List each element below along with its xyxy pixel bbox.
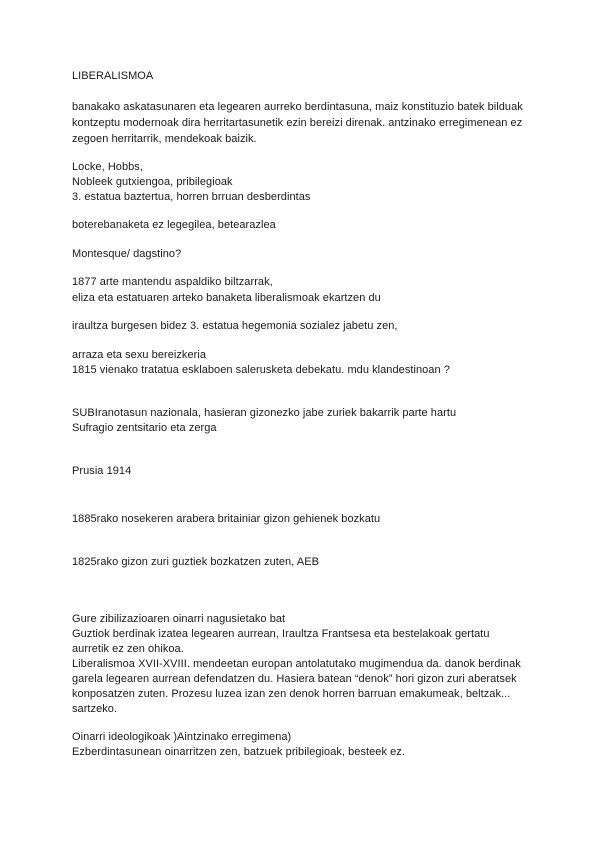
text-line: Oinarri ideologikoak )Aintzinako erregimena) [72,731,292,743]
text-line: banakako askatasunaren eta legearen aurreko berdintasuna, maiz konstituzio batek bilduak [72,101,523,113]
text-line: 1885rako nosekeren arabera britainiar gizon gehienek bozkatu [72,513,381,525]
text-line: aurretik ez zen ohikoa. [72,643,184,655]
text-line: Locke, Hobbs, [72,161,143,173]
text-line: Liberalismoa XVII-XVIII. mendeetan europan antolatutako mugimendua da. danok berdinak [72,658,521,670]
text-line: konposatzen zuten. Prozesu luzea izan zen denok horren barruan emakumeak, beltzak... [72,688,511,700]
text-line: Guztiok berdinak izatea legearen aurrean, Iraultza Frantsesa eta bestelakoak gertatu [72,628,490,640]
text-line: arraza eta sexu bereizkeria [72,349,207,361]
text-line: 1815 vienako tratatua esklaboen salerusketa debekatu. mdu klandestinoan ? [72,364,450,376]
text-line: Sufragio zentsitario eta zerga [72,422,217,434]
text-line: SUBIranotasun nazionala, hasieran gizonezko jabe zuriek bakarrik parte hartu [72,407,457,419]
text-line: zegoen herritarrik, mendekoak baizik. [72,133,257,145]
text-line: Nobleek gutxiengoa, pribilegioak [72,176,233,188]
text-line: eliza eta estatuaren arteko banaketa liberalismoak ekartzen du [72,292,381,304]
text-line: Ezberdintasunean oinarritzen zen, batzuek pribilegioak, besteek ez. [72,746,405,758]
text-line: kontzeptu modernoak dira herritartasunetik ezin bereizi direnak. antzinako erregimenean ez [72,117,523,129]
text-line: 1877 arte mantendu aspaldiko biltzarrak, [72,276,273,288]
text-line: garela legearen aurrean defendatzen du. Hasiera batean “denok” hori gizon zuri aberatsek [72,673,517,685]
text-line: 3. estatua baztertua, horren brruan desberdintas [72,191,311,203]
text-line: 1825rako gizon zuri guztiek bozkatzen zuten, AEB [72,556,319,568]
document-page [72,0,542,848]
text-line: boterebanaketa ez legegilea, betearazlea [72,219,276,231]
text-line: sartzeko. [72,703,118,715]
text-line: iraultza burgesen bidez 3. estatua hegemonia sozialez jabetu zen, [72,320,398,332]
text-line: Prusia 1914 [72,465,132,477]
text-line: Gure zibilizazioaren oinarri nagusietako bat [72,613,286,625]
text-line: Montesque/ dagstino? [72,248,182,260]
document-title: LIBERALISMOA [72,70,154,82]
